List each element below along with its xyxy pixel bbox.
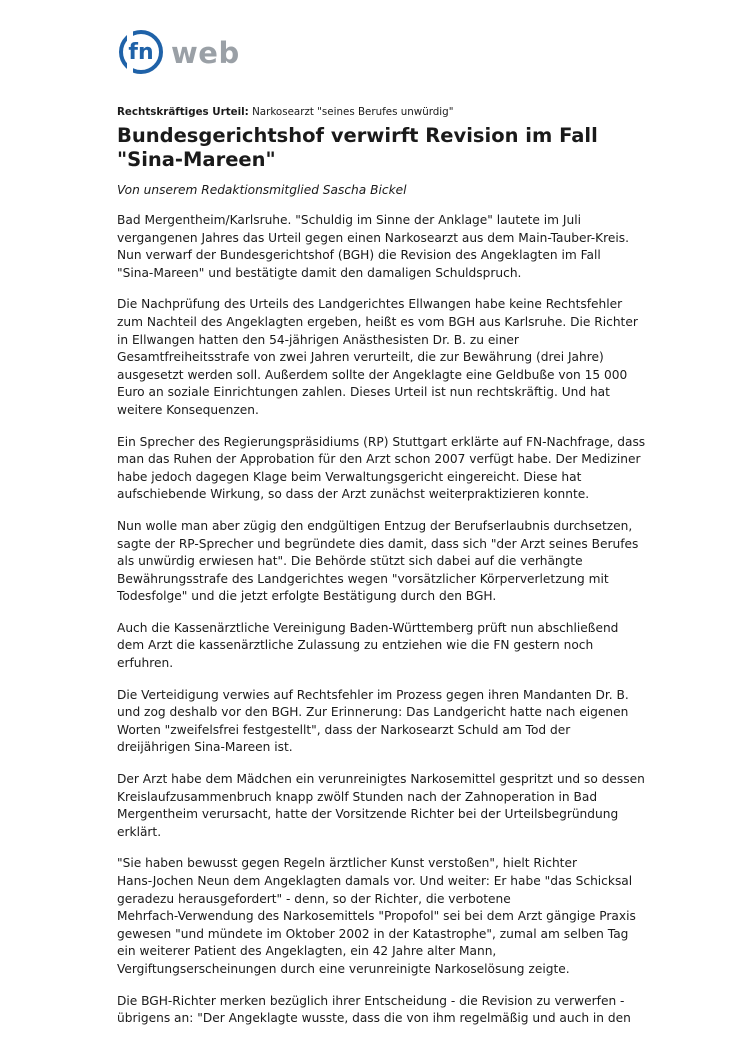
article-paragraph <box>117 212 657 282</box>
paragraph-line: als unwürdig erwiesen hat". Die Behörde stützt sich dabei auf die verhängte <box>117 554 583 569</box>
paragraph-line: habe jedoch dagegen Klage beim Verwaltungsgericht eingereicht. Diese hat <box>117 469 582 484</box>
paragraph-line: sagte der RP-Sprecher und begründete dies damit, dass sich "der Arzt seines Berufes <box>117 536 639 551</box>
paragraph-line: Ein Sprecher des Regierungspräsidiums (RP) Stuttgart erklärte auf FN-Nachfrage, dass <box>117 434 646 449</box>
fn-logo-letters: fn <box>128 40 154 65</box>
paragraph-line: erfuhren. <box>117 656 174 671</box>
paragraph-line: aufschiebende Wirkung, so dass der Arzt zunächst weiterpraktizieren konnte. <box>117 487 590 502</box>
paragraph-line: man das Ruhen der Approbation für den Arzt schon 2007 verfügt habe. Der Mediziner <box>117 452 641 467</box>
article-paragraph <box>117 855 657 978</box>
article-paragraph <box>117 620 657 673</box>
kicker-text: Narkosearzt "seines Berufes unwürdig" <box>248 106 454 118</box>
paragraph-line: in Ellwangen hatten den 54-jährigen Anästhesisten Dr. B. zu einer <box>117 332 519 347</box>
article-paragraph <box>117 993 657 1028</box>
article-paragraph <box>117 296 657 419</box>
article-paragraph <box>117 518 657 606</box>
paragraph-line: Bad Mergentheim/Karlsruhe. "Schuldig im Sinne der Anklage" lautete im Juli <box>117 213 581 227</box>
fn-web-logo <box>117 26 240 78</box>
headline-line-2: "Sina-Mareen" <box>117 148 276 171</box>
paragraph-line: zum Nachteil des Angeklagten ergeben, heißt es vom BGH aus Karlsruhe. Die Richter <box>117 314 638 329</box>
article-body <box>117 212 657 1042</box>
article-paragraph <box>117 434 657 504</box>
paragraph-line: Kreislaufzusammenbruch knapp zwölf Stunden nach der Zahnoperation in Bad <box>117 789 598 804</box>
paragraph-line: Gesamtfreiheitsstrafe von zwei Jahren verurteilt, die zur Bewährung (drei Jahre) <box>117 350 604 365</box>
paragraph-line: Die Nachprüfung des Urteils des Landgerichtes Ellwangen habe keine Rechtsfehler <box>117 297 623 312</box>
fn-logo-brand-text: web <box>171 35 240 70</box>
paragraph-line: vergangenen Jahres das Urteil gegen einen Narkosearzt aus dem Main-Tauber-Kreis. <box>117 230 629 245</box>
paragraph-line: Die BGH-Richter merken bezüglich ihrer Entscheidung - die Revision zu verwerfen - <box>117 993 625 1008</box>
paragraph-line: Nun verwarf der Bundesgerichtshof (BGH) die Revision des Angeklagten im Fall <box>117 248 601 263</box>
paragraph-line: Nun wolle man aber zügig den endgültigen Entzug der Berufserlaubnis durchsetzen, <box>117 518 633 533</box>
paragraph-line: Der Arzt habe dem Mädchen ein verunreinigtes Narkosemittel gespritzt und so dessen <box>117 772 645 787</box>
paragraph-line: übrigens an: "Der Angeklagte wusste, dass die von ihm regelmäßig und auch in den <box>117 1011 631 1026</box>
paragraph-line: Todesfolge" und die jetzt erfolgte Bestätigung durch den BGH. <box>117 589 497 604</box>
paragraph-line: Worten "zweifelsfrei festgestellt", dass der Narkosearzt Schuld am Tod der <box>117 722 571 737</box>
paragraph-line: Vergiftungserscheinungen durch eine verunreinigte Narkoselösung zeigte. <box>117 961 570 976</box>
paragraph-line: Euro an soziale Einrichtungen zahlen. Dieses Urteil ist nun rechtskräftig. Und hat <box>117 385 610 400</box>
article-paragraph <box>117 771 657 841</box>
paragraph-line: "Sie haben bewusst gegen Regeln ärztlicher Kunst verstoßen", hielt Richter <box>117 856 577 871</box>
paragraph-line: ausgesetzt werden soll. Außerdem sollte der Angeklagte eine Geldbuße von 15 000 <box>117 367 628 382</box>
paragraph-line: geradezu herausgefordert" - denn, so der Richter, die verbotene <box>117 891 511 906</box>
article-kicker <box>117 106 453 119</box>
paragraph-line: dreijährigen Sina-Mareen ist. <box>117 740 293 755</box>
paragraph-line: Mehrfach-Verwendung des Narkosemittels "Propofol" sei bei dem Arzt gängige Praxis <box>117 909 636 924</box>
paragraph-line: "Sina-Mareen" und bestätigte damit den damaligen Schuldspruch. <box>117 265 522 280</box>
paragraph-line: Die Verteidigung verwies auf Rechtsfehler im Prozess gegen ihren Mandanten Dr. B. <box>117 687 629 702</box>
paragraph-line: Auch die Kassenärztliche Vereinigung Baden-Württemberg prüft nun abschließend <box>117 620 619 635</box>
paragraph-line: dem Arzt die kassenärztliche Zulassung zu entziehen wie die FN gestern noch <box>117 638 594 653</box>
kicker-label: Rechtskräftiges Urteil: <box>117 106 249 118</box>
paragraph-line: Hans-Jochen Neun dem Angeklagten damals vor. Und weiter: Er habe "das Schicksal <box>117 874 633 888</box>
paragraph-line: weitere Konsequenzen. <box>117 402 259 417</box>
headline-line-1: Bundesgerichtshof verwirft Revision im Fall <box>117 124 598 147</box>
article-paragraph <box>117 687 657 757</box>
article-headline <box>117 124 657 172</box>
fn-logo-icon <box>117 28 165 76</box>
paragraph-line: gewesen "und mündete im Oktober 2002 in der Katastrophe", zumal am selben Tag <box>117 926 629 941</box>
paragraph-line: ein weiterer Patient des Angeklagten, ein 42 Jahre alter Mann, <box>117 944 497 959</box>
article-byline: Von unserem Redaktionsmitglied Sascha Bickel <box>117 183 407 197</box>
paragraph-line: und zog deshalb vor den BGH. Zur Erinnerung: Das Landgericht hatte nach eigenen <box>117 705 629 720</box>
fn-logo-mark <box>117 28 165 76</box>
paragraph-line: Mergentheim verursacht, hatte der Vorsitzende Richter bei der Urteilsbegründung <box>117 807 619 822</box>
paragraph-line: erklärt. <box>117 824 162 839</box>
paragraph-line: Bewährungsstrafe des Landgerichtes wegen "vorsätzlicher Körperverletzung mit <box>117 571 609 586</box>
